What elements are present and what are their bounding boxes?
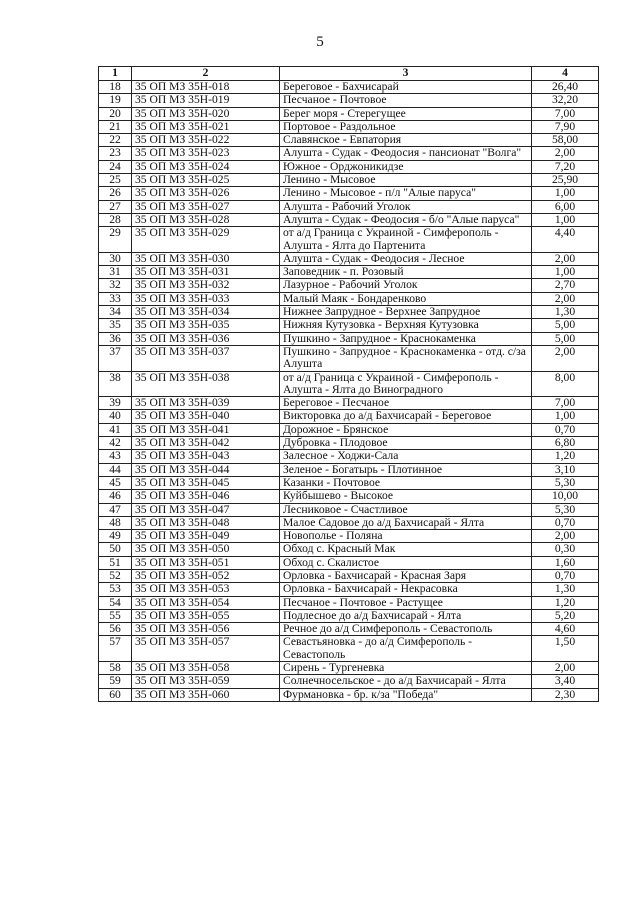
- road-length: 0,30: [532, 543, 599, 556]
- road-length: 5,20: [532, 609, 599, 622]
- row-number: 38: [99, 371, 132, 397]
- row-number: 44: [99, 463, 132, 476]
- table-row: [99, 410, 599, 423]
- road-code: 35 ОП МЗ 35Н-039: [132, 397, 280, 410]
- row-number: 48: [99, 516, 132, 529]
- road-length: 7,00: [532, 107, 599, 120]
- table-row: [99, 292, 599, 305]
- table-row: [99, 688, 599, 701]
- road-name: Алушта - Рабочий Уголок: [280, 200, 532, 213]
- roads-table: [98, 66, 599, 702]
- row-number: 18: [99, 81, 132, 94]
- row-number: 60: [99, 688, 132, 701]
- road-length: 8,00: [532, 371, 599, 397]
- table-row: [99, 437, 599, 450]
- table-row: [99, 623, 599, 636]
- table-row: [99, 569, 599, 582]
- road-name: Фурмановка - бр. к/за "Победа": [280, 688, 532, 701]
- road-length: 5,30: [532, 476, 599, 489]
- road-length: 1,00: [532, 410, 599, 423]
- row-number: 45: [99, 476, 132, 489]
- row-number: 34: [99, 306, 132, 319]
- road-name: Лесниковое - Счастливое: [280, 503, 532, 516]
- column-header-code: 2: [132, 67, 280, 81]
- row-number: 22: [99, 134, 132, 147]
- row-number: 24: [99, 160, 132, 173]
- table-row: [99, 543, 599, 556]
- road-name: Нижнее Запрудное - Верхнее Запрудное: [280, 306, 532, 319]
- road-code: 35 ОП МЗ 35Н-028: [132, 213, 280, 226]
- road-name: Берег моря - Стерегущее: [280, 107, 532, 120]
- table-row: [99, 174, 599, 187]
- road-code: 35 ОП МЗ 35Н-032: [132, 279, 280, 292]
- road-name: Пушкино - Запрудное - Краснокаменка - отд. с/за Алушта: [280, 345, 532, 371]
- table-row: [99, 636, 599, 662]
- road-length: 7,00: [532, 397, 599, 410]
- table-row: [99, 609, 599, 622]
- road-code: 35 ОП МЗ 35Н-059: [132, 675, 280, 688]
- row-number: 43: [99, 450, 132, 463]
- table-row: [99, 266, 599, 279]
- road-length: 10,00: [532, 490, 599, 503]
- row-number: 37: [99, 345, 132, 371]
- road-length: 2,00: [532, 662, 599, 675]
- row-number: 23: [99, 147, 132, 160]
- road-code: 35 ОП МЗ 35Н-021: [132, 120, 280, 133]
- road-code: 35 ОП МЗ 35Н-047: [132, 503, 280, 516]
- road-name: Речное до а/д Симферополь - Севастополь: [280, 623, 532, 636]
- road-length: 1,30: [532, 306, 599, 319]
- column-header-number: 1: [99, 67, 132, 81]
- row-number: 39: [99, 397, 132, 410]
- row-number: 28: [99, 213, 132, 226]
- road-name: Песчаное - Почтовое: [280, 94, 532, 107]
- table-row: [99, 332, 599, 345]
- road-code: 35 ОП МЗ 35Н-036: [132, 332, 280, 345]
- road-code: 35 ОП МЗ 35Н-043: [132, 450, 280, 463]
- row-number: 31: [99, 266, 132, 279]
- road-length: 1,50: [532, 636, 599, 662]
- road-name: Ленино - Мысовое - п/л "Алые паруса": [280, 187, 532, 200]
- table-row: [99, 81, 599, 94]
- row-number: 55: [99, 609, 132, 622]
- table-row: [99, 200, 599, 213]
- table-row: [99, 662, 599, 675]
- road-length: 2,30: [532, 688, 599, 701]
- road-length: 1,00: [532, 213, 599, 226]
- road-length: 0,70: [532, 423, 599, 436]
- road-name: Дорожное - Брянское: [280, 423, 532, 436]
- road-code: 35 ОП МЗ 35Н-037: [132, 345, 280, 371]
- road-length: 4,40: [532, 227, 599, 253]
- table-row: [99, 120, 599, 133]
- road-name: Береговое - Бахчисарай: [280, 81, 532, 94]
- row-number: 27: [99, 200, 132, 213]
- road-length: 0,70: [532, 569, 599, 582]
- row-number: 21: [99, 120, 132, 133]
- road-code: 35 ОП МЗ 35Н-041: [132, 423, 280, 436]
- table-row: [99, 516, 599, 529]
- page-number: 5: [316, 34, 324, 50]
- road-name: Новополье - Поляна: [280, 530, 532, 543]
- road-code: 35 ОП МЗ 35Н-019: [132, 94, 280, 107]
- road-name: Викторовка до а/д Бахчисарай - Береговое: [280, 410, 532, 423]
- road-code: 35 ОП МЗ 35Н-025: [132, 174, 280, 187]
- road-name: Казанки - Почтовое: [280, 476, 532, 489]
- row-number: 51: [99, 556, 132, 569]
- table-row: [99, 107, 599, 120]
- row-number: 42: [99, 437, 132, 450]
- road-length: 5,00: [532, 332, 599, 345]
- row-number: 40: [99, 410, 132, 423]
- road-length: 1,20: [532, 450, 599, 463]
- road-code: 35 ОП МЗ 35Н-057: [132, 636, 280, 662]
- table-row: [99, 306, 599, 319]
- road-length: 2,70: [532, 279, 599, 292]
- row-number: 32: [99, 279, 132, 292]
- row-number: 52: [99, 569, 132, 582]
- road-length: 7,90: [532, 120, 599, 133]
- road-name: Подлесное до а/д Бахчисарай - Ялта: [280, 609, 532, 622]
- road-length: 5,00: [532, 319, 599, 332]
- column-header-name: 3: [280, 67, 532, 81]
- row-number: 58: [99, 662, 132, 675]
- road-code: 35 ОП МЗ 35Н-024: [132, 160, 280, 173]
- table-row: [99, 227, 599, 253]
- row-number: 36: [99, 332, 132, 345]
- row-number: 53: [99, 583, 132, 596]
- road-length: 26,40: [532, 81, 599, 94]
- road-name: от а/д Граница с Украиной - Симферополь - Алушта - Ялта до Партенита: [280, 227, 532, 253]
- road-name: Дубровка - Плодовое: [280, 437, 532, 450]
- road-name: Алушта - Судак - Феодосия - б/о "Алые паруса": [280, 213, 532, 226]
- table-row: [99, 319, 599, 332]
- road-code: 35 ОП МЗ 35Н-051: [132, 556, 280, 569]
- row-number: 50: [99, 543, 132, 556]
- road-name: от а/д Граница с Украиной - Симферополь - Алушта - Ялта до Виноградного: [280, 371, 532, 397]
- road-code: 35 ОП МЗ 35Н-060: [132, 688, 280, 701]
- row-number: 57: [99, 636, 132, 662]
- table-row: [99, 252, 599, 265]
- row-number: 47: [99, 503, 132, 516]
- road-length: 2,00: [532, 345, 599, 371]
- road-code: 35 ОП МЗ 35Н-022: [132, 134, 280, 147]
- road-code: 35 ОП МЗ 35Н-035: [132, 319, 280, 332]
- row-number: 49: [99, 530, 132, 543]
- table-row: [99, 530, 599, 543]
- road-length: 2,00: [532, 252, 599, 265]
- road-code: 35 ОП МЗ 35Н-054: [132, 596, 280, 609]
- road-code: 35 ОП МЗ 35Н-044: [132, 463, 280, 476]
- row-number: 54: [99, 596, 132, 609]
- table-row: [99, 450, 599, 463]
- road-code: 35 ОП МЗ 35Н-027: [132, 200, 280, 213]
- road-name: Сирень - Тургеневка: [280, 662, 532, 675]
- table-row: [99, 675, 599, 688]
- road-length: 32,20: [532, 94, 599, 107]
- road-code: 35 ОП МЗ 35Н-053: [132, 583, 280, 596]
- row-number: 25: [99, 174, 132, 187]
- road-code: 35 ОП МЗ 35Н-023: [132, 147, 280, 160]
- road-name: Портовое - Раздольное: [280, 120, 532, 133]
- table-row: [99, 147, 599, 160]
- road-code: 35 ОП МЗ 35Н-052: [132, 569, 280, 582]
- road-length: 2,00: [532, 530, 599, 543]
- road-code: 35 ОП МЗ 35Н-055: [132, 609, 280, 622]
- road-name: Пушкино - Запрудное - Краснокаменка: [280, 332, 532, 345]
- road-length: 3,40: [532, 675, 599, 688]
- table-row: [99, 463, 599, 476]
- table-row: [99, 345, 599, 371]
- road-name: Алушта - Судак - Феодосия - Лесное: [280, 252, 532, 265]
- road-name: Славянское - Евпатория: [280, 134, 532, 147]
- row-number: 19: [99, 94, 132, 107]
- road-length: 3,10: [532, 463, 599, 476]
- road-name: Малый Маяк - Бондаренково: [280, 292, 532, 305]
- road-name: Лазурное - Рабочий Уголок: [280, 279, 532, 292]
- road-name: Солнечносельское - до а/д Бахчисарай - Ялта: [280, 675, 532, 688]
- table-row: [99, 94, 599, 107]
- road-code: 35 ОП МЗ 35Н-046: [132, 490, 280, 503]
- road-length: 1,00: [532, 187, 599, 200]
- road-length: 58,00: [532, 134, 599, 147]
- road-length: 1,20: [532, 596, 599, 609]
- road-length: 2,00: [532, 147, 599, 160]
- table-row: [99, 279, 599, 292]
- table-row: [99, 423, 599, 436]
- row-number: 30: [99, 252, 132, 265]
- table-row: [99, 490, 599, 503]
- table-row: [99, 397, 599, 410]
- table-row: [99, 556, 599, 569]
- road-code: 35 ОП МЗ 35Н-029: [132, 227, 280, 253]
- road-name: Куйбышево - Высокое: [280, 490, 532, 503]
- row-number: 56: [99, 623, 132, 636]
- road-name: Нижняя Кутузовка - Верхняя Кутузовка: [280, 319, 532, 332]
- table-row: [99, 134, 599, 147]
- road-length: 0,70: [532, 516, 599, 529]
- table-row: [99, 583, 599, 596]
- road-name: Малое Садовое до а/д Бахчисарай - Ялта: [280, 516, 532, 529]
- table-row: [99, 187, 599, 200]
- column-header-length: 4: [532, 67, 599, 81]
- road-code: 35 ОП МЗ 35Н-030: [132, 252, 280, 265]
- road-code: 35 ОП МЗ 35Н-018: [132, 81, 280, 94]
- table-row: [99, 371, 599, 397]
- row-number: 20: [99, 107, 132, 120]
- table-row: [99, 213, 599, 226]
- road-length: 1,00: [532, 266, 599, 279]
- road-length: 2,00: [532, 292, 599, 305]
- road-length: 1,60: [532, 556, 599, 569]
- road-code: 35 ОП МЗ 35Н-050: [132, 543, 280, 556]
- road-length: 6,00: [532, 200, 599, 213]
- road-code: 35 ОП МЗ 35Н-026: [132, 187, 280, 200]
- table-row: [99, 476, 599, 489]
- road-length: 25,90: [532, 174, 599, 187]
- road-length: 7,20: [532, 160, 599, 173]
- row-number: 33: [99, 292, 132, 305]
- road-name: Обход с. Скалистое: [280, 556, 532, 569]
- road-name: Заповедник - п. Розовый: [280, 266, 532, 279]
- road-code: 35 ОП МЗ 35Н-049: [132, 530, 280, 543]
- road-name: Алушта - Судак - Феодосия - пансионат "Волга": [280, 147, 532, 160]
- road-name: Зеленое - Богатырь - Плотинное: [280, 463, 532, 476]
- road-name: Береговое - Песчаное: [280, 397, 532, 410]
- road-name: Орловка - Бахчисарай - Красная Заря: [280, 569, 532, 582]
- road-length: 4,60: [532, 623, 599, 636]
- row-number: 26: [99, 187, 132, 200]
- table-row: [99, 503, 599, 516]
- road-code: 35 ОП МЗ 35Н-058: [132, 662, 280, 675]
- road-name: Севастьяновка - до а/д Симферополь - Севастополь: [280, 636, 532, 662]
- road-code: 35 ОП МЗ 35Н-056: [132, 623, 280, 636]
- road-length: 5,30: [532, 503, 599, 516]
- road-code: 35 ОП МЗ 35Н-031: [132, 266, 280, 279]
- road-length: 6,80: [532, 437, 599, 450]
- road-code: 35 ОП МЗ 35Н-042: [132, 437, 280, 450]
- road-code: 35 ОП МЗ 35Н-045: [132, 476, 280, 489]
- road-name: Залесное - Ходжи-Сала: [280, 450, 532, 463]
- table-row: [99, 160, 599, 173]
- road-code: 35 ОП МЗ 35Н-020: [132, 107, 280, 120]
- road-name: Песчаное - Почтовое - Растущее: [280, 596, 532, 609]
- road-code: 35 ОП МЗ 35Н-034: [132, 306, 280, 319]
- road-code: 35 ОП МЗ 35Н-038: [132, 371, 280, 397]
- table-header-row: [99, 67, 599, 81]
- row-number: 35: [99, 319, 132, 332]
- road-code: 35 ОП МЗ 35Н-040: [132, 410, 280, 423]
- row-number: 41: [99, 423, 132, 436]
- row-number: 59: [99, 675, 132, 688]
- road-name: Южное - Орджоникидзе: [280, 160, 532, 173]
- row-number: 46: [99, 490, 132, 503]
- table-row: [99, 596, 599, 609]
- road-name: Орловка - Бахчисарай - Некрасовка: [280, 583, 532, 596]
- road-name: Обход с. Красный Мак: [280, 543, 532, 556]
- road-length: 1,30: [532, 583, 599, 596]
- road-code: 35 ОП МЗ 35Н-033: [132, 292, 280, 305]
- row-number: 29: [99, 227, 132, 253]
- road-code: 35 ОП МЗ 35Н-048: [132, 516, 280, 529]
- road-name: Ленино - Мысовое: [280, 174, 532, 187]
